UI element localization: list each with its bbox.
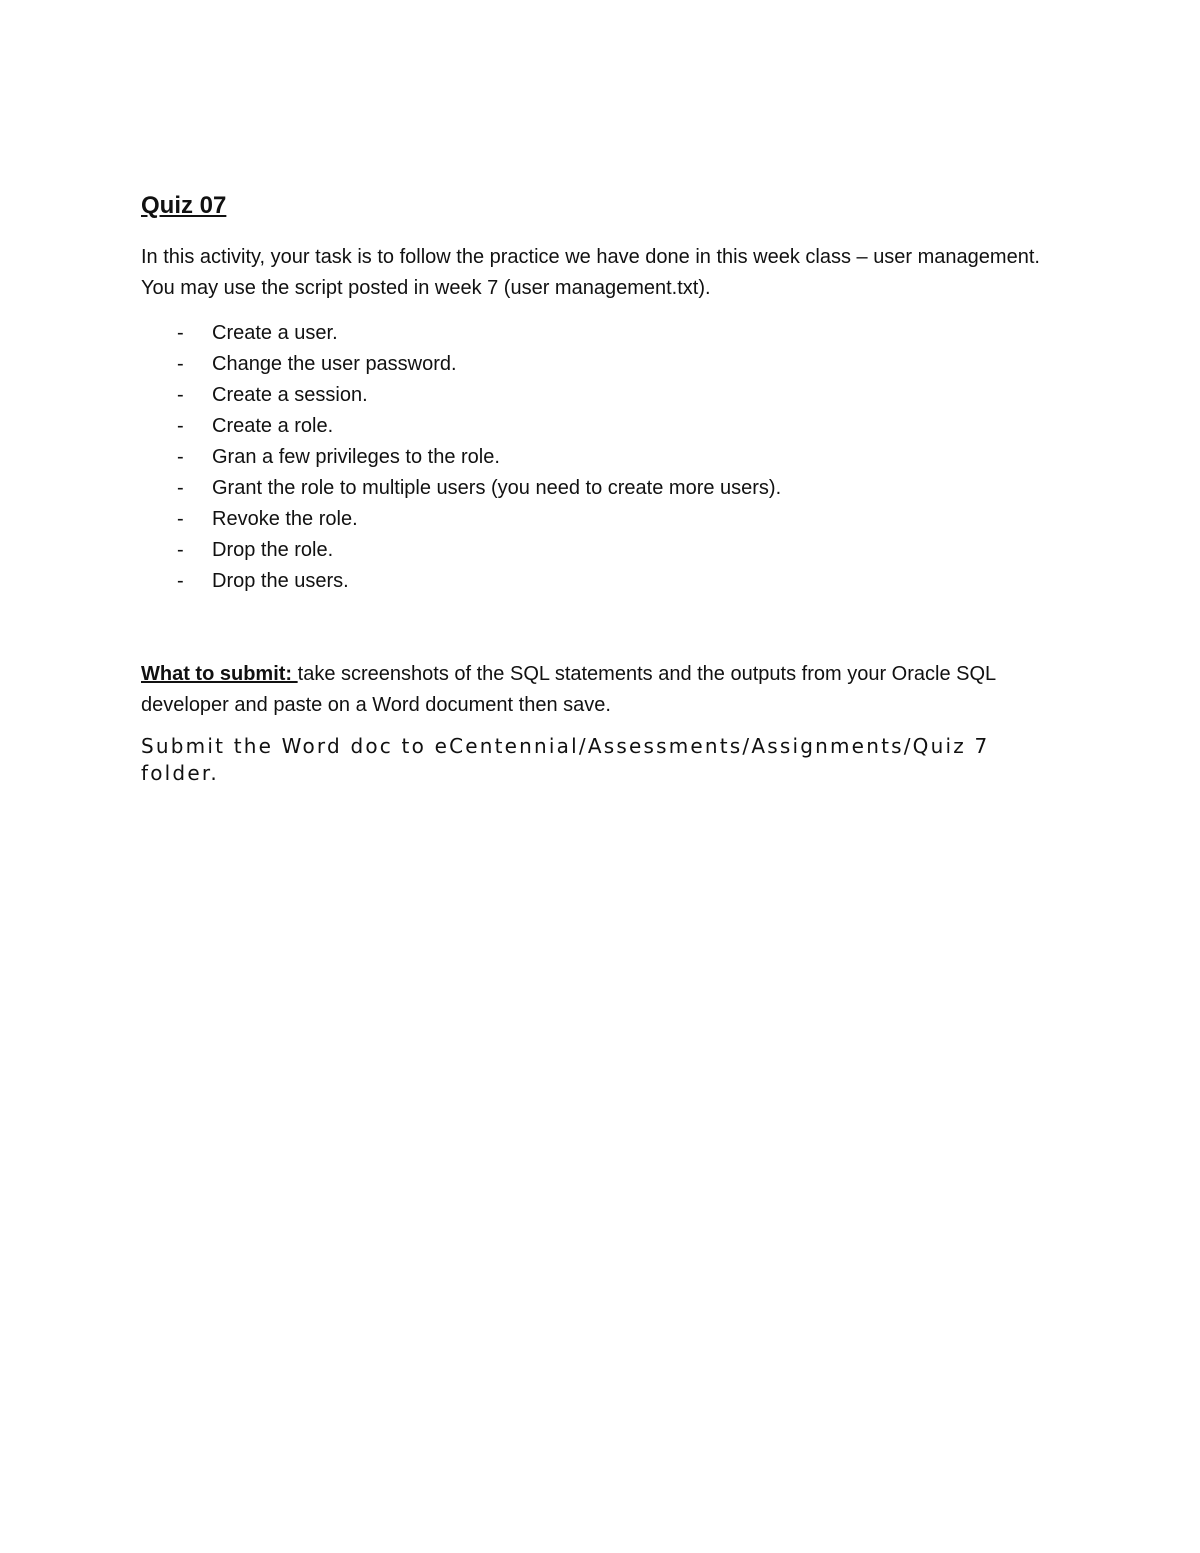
task-text: Change the user password. (212, 353, 457, 375)
list-item (141, 442, 1071, 473)
submit-instructions (141, 659, 1071, 721)
dash-bullet: - (177, 570, 184, 592)
list-item (141, 535, 1071, 566)
list-item (141, 411, 1071, 442)
intro-paragraph: In this activity, your task is to follow the practice we have done in this week class – user management. You may use the script posted in week 7 (user management.txt). (141, 246, 1040, 299)
list-item (141, 318, 1071, 349)
dash-bullet: - (177, 508, 184, 530)
dash-bullet: - (177, 446, 184, 468)
submit-label: What to submit: (141, 663, 298, 685)
dash-bullet: - (177, 539, 184, 561)
task-list (141, 318, 1071, 597)
list-item (141, 473, 1071, 504)
task-text: Create a role. (212, 415, 334, 437)
dash-bullet: - (177, 353, 184, 375)
submit-text: take screenshots of the SQL statements and the outputs from your Oracle SQL developer and paste on a Word document then save. (141, 663, 996, 716)
list-item (141, 380, 1071, 411)
dash-bullet: - (177, 477, 184, 499)
task-text: Drop the users. (212, 570, 349, 592)
list-item (141, 349, 1071, 380)
task-text: Drop the role. (212, 539, 334, 561)
task-text: Revoke the role. (212, 508, 358, 530)
list-item (141, 566, 1071, 597)
dash-bullet: - (177, 415, 184, 437)
dash-bullet: - (177, 384, 184, 406)
task-text: Gran a few privileges to the role. (212, 446, 500, 468)
task-text: Grant the role to multiple users (you need to create more users). (212, 477, 782, 499)
document-page (141, 188, 1071, 787)
document-title: Quiz 07 (141, 192, 227, 219)
dash-bullet: - (177, 322, 184, 344)
list-item (141, 504, 1071, 535)
submit-destination: Submit the Word doc to eCentennial/Assessments/Assignments/Quiz 7 folder. (141, 734, 990, 785)
task-text: Create a session. (212, 384, 368, 406)
task-text: Create a user. (212, 322, 338, 344)
